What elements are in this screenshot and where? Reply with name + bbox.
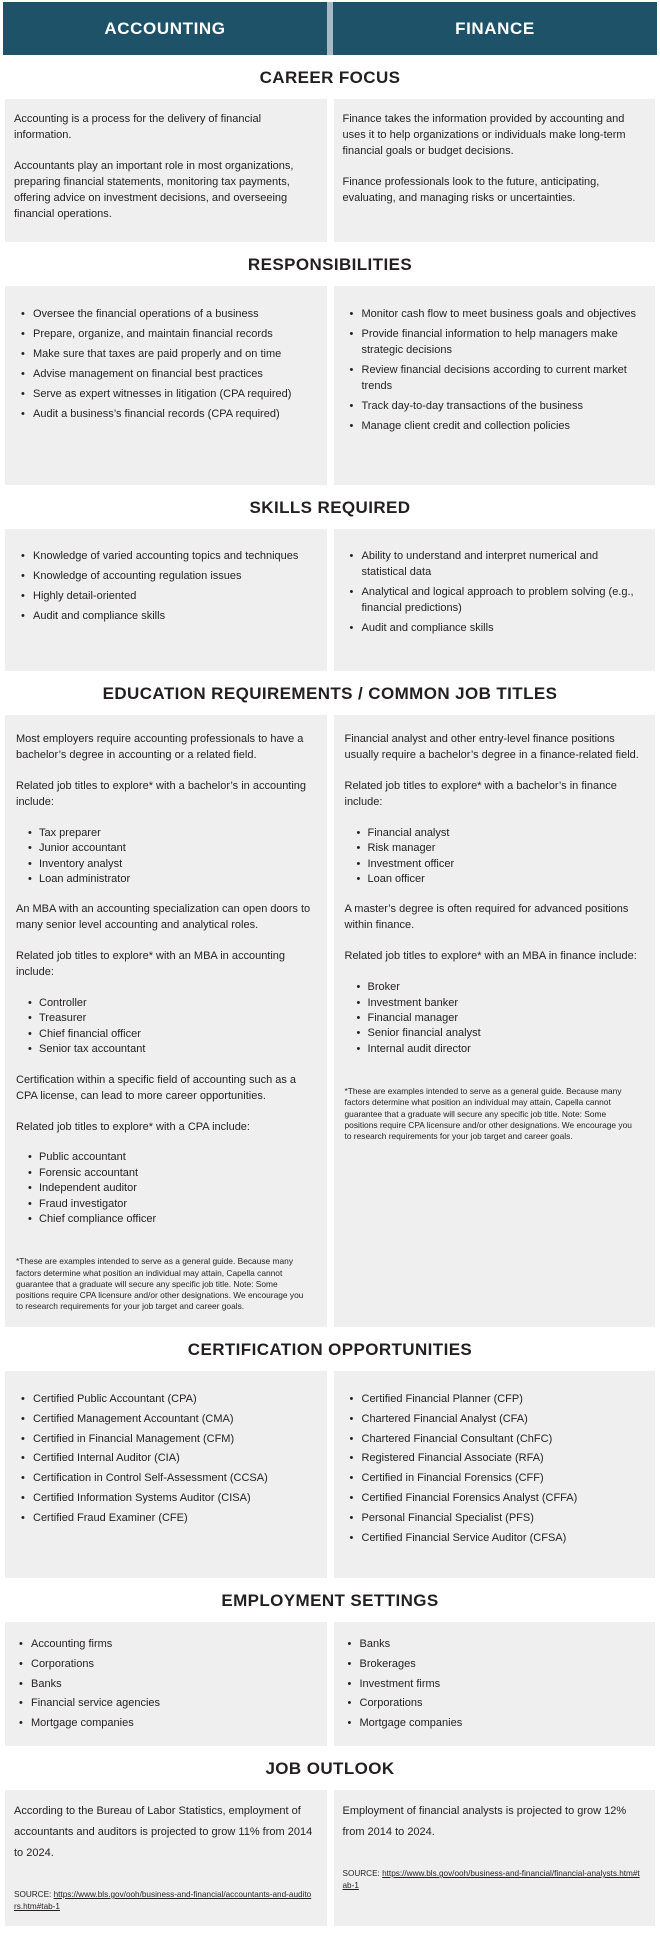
list-item: • Knowledge of varied accounting topics and techniques — [21, 549, 315, 565]
list-intro: Related job titles to explore* with a bachelor’s in finance include: — [344, 779, 617, 808]
source-link[interactable]: https://www.bls.gov/ooh/business-and-financial/accountants-and-auditors.htm#tab-1 — [14, 1890, 312, 1912]
paragraph: Employment of financial analysts is projected to grow 12% from 2014 to 2024. — [342, 1805, 627, 1839]
list-item: • Make sure that taxes are paid properly and on time — [21, 347, 315, 363]
bachelors-accounting-list — [16, 826, 313, 888]
list-item: • Investment firms — [348, 1677, 644, 1693]
list-item: • Financial manager — [357, 1011, 642, 1026]
certifications-title: CERTIFICATION OPPORTUNITIES — [187, 1339, 473, 1359]
list-item: • Certified Fraud Examiner (CFE) — [21, 1511, 315, 1527]
list-item: • Inventory analyst — [28, 857, 313, 872]
career-focus-accounting-box — [5, 99, 327, 242]
list-intro: Related job titles to explore* with a CPA include: — [16, 1120, 250, 1133]
list-item: • Certification in Control Self-Assessment (CCSA) — [21, 1471, 315, 1487]
responsibilities-title: RESPONSIBILITIES — [247, 255, 413, 274]
source-label: SOURCE: — [14, 1890, 54, 1899]
list-item: • Mortgage companies — [19, 1716, 315, 1732]
job-outlook-section — [0, 1759, 660, 1925]
list-item: • Audit and compliance skills — [350, 621, 644, 637]
job-outlook-accounting-box — [5, 1790, 327, 1925]
certifications-section — [0, 1340, 660, 1578]
education-finance-box — [334, 715, 656, 1327]
employment-accounting-list — [19, 1637, 315, 1733]
mba-finance-list — [345, 980, 642, 1057]
source-line — [14, 1879, 313, 1914]
list-item: • Analytical and logical approach to problem solving (e.g., financial predictions) — [350, 585, 644, 617]
list-item: • Personal Financial Specialist (PFS) — [350, 1511, 644, 1527]
list-item: • Certified in Financial Management (CFM) — [21, 1432, 315, 1448]
list-item: • Banks — [348, 1637, 644, 1653]
list-item: • Senior tax accountant — [28, 1042, 313, 1057]
list-item: • Investment banker — [357, 996, 642, 1011]
list-item: • Certified in Financial Forensics (CFF) — [350, 1471, 644, 1487]
list-item: • Risk manager — [357, 841, 642, 856]
list-item: • Highly detail-oriented — [21, 589, 315, 605]
education-title: EDUCATION REQUIREMENTS / COMMON JOB TITLES — [102, 684, 558, 703]
bachelors-finance-list — [345, 826, 642, 888]
employment-row — [0, 1622, 660, 1747]
skills-accounting-box — [5, 529, 327, 671]
career-focus-title: CAREER FOCUS — [259, 68, 401, 87]
list-item: • Review financial decisions according to current market trends — [350, 363, 644, 395]
list-item: • Accounting firms — [19, 1637, 315, 1653]
list-item: • Prepare, organize, and maintain financial records — [21, 327, 315, 343]
skills-title: SKILLS REQUIRED — [249, 498, 411, 517]
skills-section — [0, 498, 660, 671]
list-item: • Loan officer — [357, 872, 642, 887]
list-item: • Monitor cash flow to meet business goals and objectives — [350, 307, 644, 323]
disclaimer-text: *These are examples intended to serve as a general guide. Because many factors determine what position an individual may attain, Capella cannot guarantee that a graduate will secure any specific job title. Note: Some positions require CPA licensure and/or other designations. We encourage you to research requirements for your job target and career goals. — [16, 1256, 304, 1312]
list-item: • Controller — [28, 996, 313, 1011]
certifications-accounting-box — [5, 1371, 327, 1578]
paragraph: Finance professionals look to the future, anticipating, evaluating, and managing risks or uncertainties. — [342, 175, 600, 204]
job-outlook-finance-box — [334, 1790, 656, 1925]
skills-row — [0, 529, 660, 671]
employment-finance-box — [334, 1622, 656, 1747]
certifications-row — [0, 1371, 660, 1578]
finance-column-header: FINANCE — [333, 2, 657, 55]
employment-title: EMPLOYMENT SETTINGS — [221, 1590, 439, 1610]
list-item: • Registered Financial Associate (RFA) — [350, 1451, 644, 1467]
responsibilities-section — [0, 255, 660, 485]
responsibilities-finance-list — [350, 307, 644, 435]
list-item: • Provide financial information to help managers make strategic decisions — [350, 327, 644, 359]
source-label: SOURCE: — [342, 1869, 383, 1879]
job-outlook-title: JOB OUTLOOK — [265, 1759, 395, 1779]
source-link[interactable]: https://www.bls.gov/ooh/business-and-financial/financial-analysts.htm#tab-1 — [342, 1869, 640, 1891]
list-item: • Financial service agencies — [19, 1696, 315, 1712]
paragraph: Certification within a specific field of accounting such as a CPA license, can lead to more career opportunities. — [16, 1073, 297, 1102]
responsibilities-row — [0, 286, 660, 485]
list-intro: Related job titles to explore* with a bachelor’s in accounting include: — [16, 779, 307, 808]
list-item: • Certified Internal Auditor (CIA) — [21, 1451, 315, 1467]
skills-accounting-list — [21, 549, 315, 625]
paragraph: Finance takes the information provided by accounting and uses it to help organizations or individuals make long-term financial goals or budget decisions. — [342, 113, 626, 157]
list-item: • Financial analyst — [357, 826, 642, 841]
list-item: • Treasurer — [28, 1011, 313, 1026]
list-item: • Fraud investigator — [28, 1197, 313, 1212]
paragraph: Accounting is a process for the delivery of financial information. — [14, 113, 262, 141]
mba-accounting-list — [16, 996, 313, 1058]
list-item: • Banks — [19, 1677, 315, 1693]
responsibilities-finance-box — [334, 286, 656, 485]
list-intro: Related job titles to explore* with an MBA in accounting include: — [16, 950, 286, 979]
list-item: • Certified Financial Planner (CFP) — [350, 1392, 644, 1408]
list-item: • Manage client credit and collection policies — [350, 419, 644, 435]
list-item: • Mortgage companies — [348, 1716, 644, 1732]
cpa-accounting-list — [16, 1150, 313, 1227]
list-item: • Broker — [357, 980, 642, 995]
list-item: • Junior accountant — [28, 841, 313, 856]
career-focus-row — [0, 99, 660, 242]
education-section — [0, 684, 660, 1327]
list-item: • Chief compliance officer — [28, 1212, 313, 1227]
career-focus-section — [0, 68, 660, 242]
list-item: • Ability to understand and interpret numerical and statistical data — [350, 549, 644, 581]
skills-finance-list — [350, 549, 644, 637]
employment-accounting-box — [5, 1622, 327, 1747]
job-outlook-row — [0, 1790, 660, 1925]
list-item: • Certified Public Accountant (CPA) — [21, 1392, 315, 1408]
column-headers — [3, 2, 657, 55]
list-item: • Loan administrator — [28, 872, 313, 887]
certifications-finance-box — [334, 1371, 656, 1578]
certifications-accounting-list — [21, 1392, 315, 1528]
list-item: • Certified Financial Service Auditor (CFSA) — [350, 1531, 644, 1547]
list-item: • Brokerages — [348, 1657, 644, 1673]
education-accounting-box — [5, 715, 327, 1327]
skills-finance-box — [334, 529, 656, 671]
employment-section — [0, 1591, 660, 1747]
comparison-infographic — [0, 2, 660, 1942]
paragraph: Most employers require accounting professionals to have a bachelor’s degree in accounting or a related field. — [16, 733, 304, 761]
list-item: • Serve as expert witnesses in litigation (CPA required) — [21, 387, 315, 403]
list-item: • Advise management on financial best practices — [21, 367, 315, 383]
paragraph: An MBA with an accounting specialization can open doors to many senior level accounting and analytical roles. — [16, 903, 311, 932]
list-item: • Knowledge of accounting regulation issues — [21, 569, 315, 585]
list-item: • Chartered Financial Analyst (CFA) — [350, 1412, 644, 1428]
list-item: • Corporations — [19, 1657, 315, 1673]
list-item: • Chartered Financial Consultant (ChFC) — [350, 1432, 644, 1448]
list-item: • Oversee the financial operations of a business — [21, 307, 315, 323]
education-row — [0, 715, 660, 1327]
list-item: • Corporations — [348, 1696, 644, 1712]
list-item: • Public accountant — [28, 1150, 313, 1165]
list-item: • Audit a business’s financial records (CPA required) — [21, 407, 315, 423]
list-item: • Audit and compliance skills — [21, 609, 315, 625]
source-line — [343, 1858, 642, 1893]
list-item: • Certified Information Systems Auditor (CISA) — [21, 1491, 315, 1507]
paragraph: Accountants play an important role in most organizations, preparing financial statements, monitoring tax payments, offering advice on investment decisions, and overseeing financial operations. — [14, 159, 294, 220]
list-item: • Certified Management Accountant (CMA) — [21, 1412, 315, 1428]
career-focus-finance-box — [334, 99, 656, 242]
list-item: • Independent auditor — [28, 1181, 313, 1196]
list-item: • Chief financial officer — [28, 1027, 313, 1042]
disclaimer-text: *These are examples intended to serve as a general guide. Because many factors determine what position an individual may attain, Capella cannot guarantee that a graduate will secure any specific job title. Note: Some positions require CPA licensure and/or other designations. We encourage you to research requirements for your job target and career goals. — [344, 1086, 632, 1142]
list-item: • Tax preparer — [28, 826, 313, 841]
list-item: • Internal audit director — [357, 1042, 642, 1057]
list-item: • Track day-to-day transactions of the business — [350, 399, 644, 415]
list-item: • Investment officer — [357, 857, 642, 872]
responsibilities-accounting-list — [21, 307, 315, 423]
list-intro: Related job titles to explore* with an MBA in finance include: — [344, 950, 637, 963]
list-item: • Forensic accountant — [28, 1166, 313, 1181]
list-item: • Certified Financial Forensics Analyst (CFFA) — [350, 1491, 644, 1507]
paragraph: A master’s degree is often required for advanced positions within finance. — [344, 903, 629, 932]
responsibilities-accounting-box — [5, 286, 327, 485]
list-item: • Senior financial analyst — [357, 1026, 642, 1041]
paragraph: Financial analyst and other entry-level finance positions usually require a bachelor’s degree in a finance-related field. — [344, 733, 639, 761]
employment-finance-list — [348, 1637, 644, 1733]
accounting-column-header: ACCOUNTING — [3, 2, 327, 55]
certifications-finance-list — [350, 1392, 644, 1548]
paragraph: According to the Bureau of Labor Statistics, employment of accountants and auditors is projected to grow 11% from 2014 to 2024. — [14, 1805, 313, 1860]
